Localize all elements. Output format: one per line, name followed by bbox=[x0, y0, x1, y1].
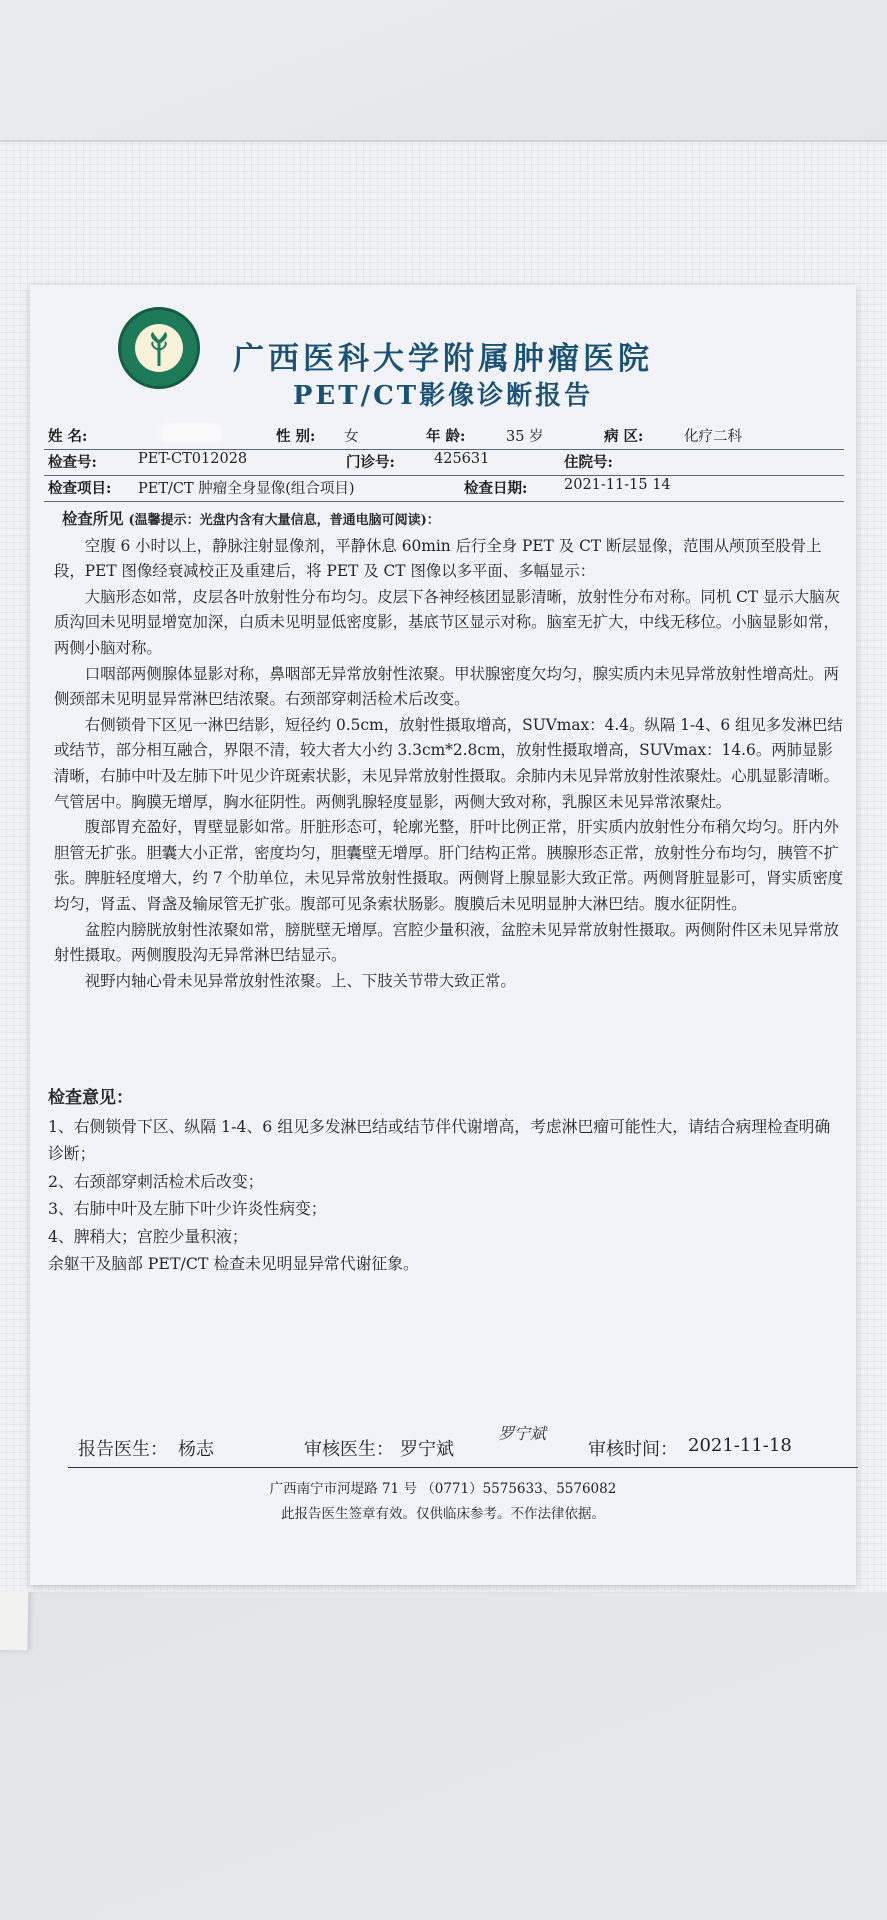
findings-paragraph: 空腹 6 小时以上，静脉注射显像剂，平静休息 60min 后行全身 PET 及 CT 断层显像，范围从颅顶至股骨上段，PET 图像经衰减校正及重建后，将 PET 及 CT 图像以多平面、多幅显示： bbox=[54, 536, 822, 581]
signature-row bbox=[68, 1424, 858, 1468]
outpatient-value: 425631 bbox=[434, 451, 490, 467]
report-title: PET/CT影像诊断报告 bbox=[292, 381, 594, 411]
findings-hint: (温馨提示：光盘内含有大量信息，普通电脑可阅读)： bbox=[128, 513, 440, 528]
report-paper bbox=[30, 285, 856, 1585]
findings-heading: 检查所见 bbox=[62, 510, 124, 528]
footer-disclaimer: 此报告医生签章有效。仅供临床参考。不作法律依据。 bbox=[281, 1506, 605, 1522]
hospital-name: 广西医科大学附属肿瘤医院 bbox=[233, 341, 653, 377]
findings-paragraph: 腹部胃充盈好，胃壁显影如常。肝脏形态可，轮廓光整，肝叶比例正常，肝实质内放射性分布稍欠均匀。肝内外胆管无扩张。胆囊大小正常，密度均匀，胆囊壁无增厚。肝门结构正常。胰腺形态正常，放射性分布均匀，胰管不扩张。脾脏轻度增大，约 7 个肋单位，未见异常放射性摄取。两侧肾上腺显影大致正常。两侧肾脏显影可，肾实质密度均匀，肾盂、肾盏及输尿管无扩张。腹部可见条索状肠影。腹膜后未见明显肿大淋巴结。腹水征阴性。 bbox=[54, 818, 844, 913]
exam-item-value: PET/CT 肿瘤全身显像(组合项目) bbox=[138, 481, 355, 497]
redacted-name bbox=[160, 423, 222, 443]
gender-value: 女 bbox=[344, 429, 359, 445]
patient-row-3 bbox=[44, 477, 844, 502]
report-doctor-name: 杨志 bbox=[178, 1439, 214, 1460]
findings-paragraph: 大脑形态如常，皮层各叶放射性分布均匀。皮层下各神经核团显影清晰，放射性分布对称。同机 CT 显示大脑灰质沟回未见明显增宽加深，白质未见明显低密度影，基底节区显示对称。脑室无扩大，中线无移位。小脑显影如常，两侧小脑对称。 bbox=[54, 587, 840, 657]
patient-row-2 bbox=[44, 451, 844, 476]
opinion-item: 3、右肺中叶及左肺下叶少许炎性病变； bbox=[48, 1199, 327, 1218]
review-time-value: 2021-11-18 bbox=[688, 1435, 792, 1456]
exam-date-label: 检查日期: bbox=[464, 480, 528, 497]
ward-label: 病 区: bbox=[604, 428, 644, 445]
patient-row-1 bbox=[44, 425, 844, 450]
review-time-label: 审核时间： bbox=[588, 1439, 678, 1460]
review-label: 审核医生： bbox=[304, 1439, 394, 1460]
exam-item-label: 检查项目: bbox=[48, 480, 112, 497]
opinion-section bbox=[48, 1085, 838, 1278]
age-label: 年 龄: bbox=[426, 428, 466, 445]
name-label: 姓 名: bbox=[48, 428, 88, 445]
opinion-item: 余躯干及脑部 PET/CT 检查未见明显异常代谢征象。 bbox=[48, 1254, 419, 1273]
footer-address: 广西南宁市河堤路 71 号 （0771）5575633、5576082 bbox=[269, 1481, 617, 1497]
findings-paragraph: 视野内轴心骨未见异常放射性浓聚。上、下肢关节带大致正常。 bbox=[84, 971, 516, 990]
opinion-heading: 检查意见： bbox=[48, 1088, 133, 1108]
inpatient-label: 住院号: bbox=[564, 454, 613, 471]
handwritten-signature: 罗宁斌 bbox=[498, 1424, 547, 1443]
findings-paragraph: 右侧锁骨下区见一淋巴结影，短径约 0.5cm，放射性摄取增高，SUVmax：4.4。纵隔 1-4、6 组见多发淋巴结或结节，部分相互融合，界限不清，较大者大小约 3.3cm*2.8cm，放射性摄取增高，SUVmax：14.6。两肺显影清晰，右肺中叶及左肺下叶见少许斑索状影，未见异常放射性摄取。余肺内未见异常放射性浓聚灶。心肌显影清晰。气管居中。胸膜无增厚，胸水征阴性。两侧乳腺轻度显影，两侧大致对称，乳腺区未见异常浓聚灶。 bbox=[54, 715, 843, 811]
findings-section bbox=[54, 507, 844, 994]
opinion-item: 2、右颈部穿刺活检术后改变； bbox=[48, 1171, 264, 1191]
opinion-item: 4、脾稍大；宫腔少量积液； bbox=[48, 1226, 248, 1246]
findings-paragraph: 口咽部两侧腺体显影对称，鼻咽部无异常放射性浓聚。甲状腺密度欠均匀，腺实质内未见异常放射性增高灶。两侧颈部未见明显异常淋巴结浓聚。右颈部穿刺活检术后改变。 bbox=[54, 664, 839, 709]
opinion-item: 1、右侧锁骨下区、纵隔 1-4、6 组见多发淋巴结或结节伴代谢增高，考虑淋巴瘤可能性大，请结合病理检查明确诊断； bbox=[48, 1116, 831, 1163]
findings-paragraph: 盆腔内膀胱放射性浓聚如常，膀胱壁无增厚。宫腔少量积液，盆腔未见异常放射性摄取。两侧附件区未见异常放射性摄取。两侧腹股沟无异常淋巴结显示。 bbox=[54, 920, 839, 965]
exam-date-value: 2021-11-15 14 bbox=[564, 477, 671, 493]
review-doctor-name: 罗宁斌 bbox=[400, 1439, 454, 1460]
gender-label: 性 别: bbox=[276, 428, 316, 445]
report-doctor-label: 报告医生： bbox=[78, 1439, 168, 1460]
exam-no-value: PET-CT012028 bbox=[138, 451, 248, 467]
age-value: 35 岁 bbox=[506, 429, 544, 445]
outpatient-label: 门诊号: bbox=[346, 454, 395, 471]
ward-value: 化疗二科 bbox=[684, 429, 742, 445]
exam-no-label: 检查号: bbox=[48, 454, 97, 471]
